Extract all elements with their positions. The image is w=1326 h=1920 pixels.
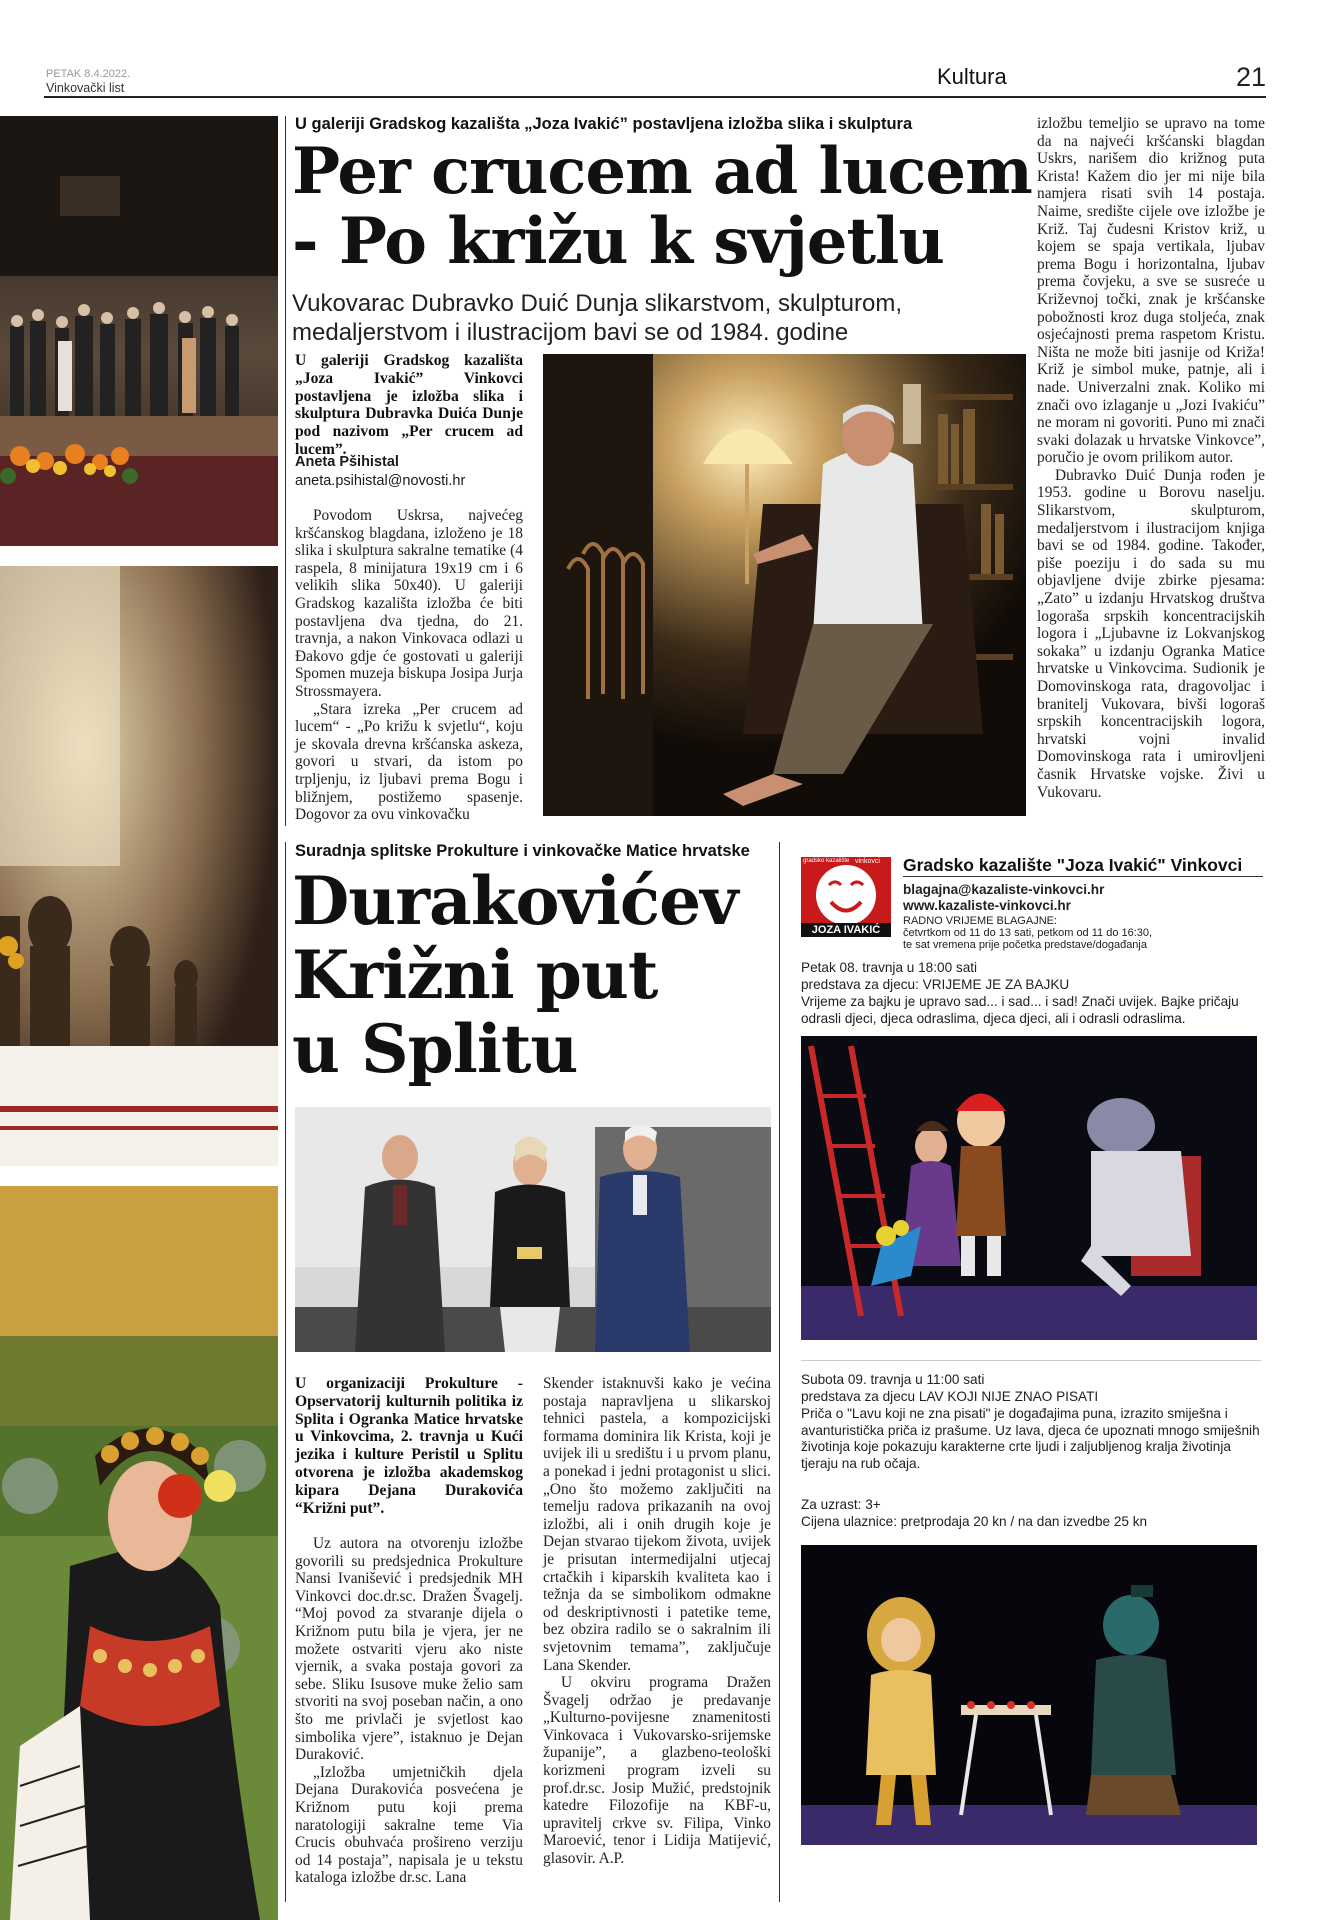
photo-stage-group — [0, 116, 278, 546]
section-title: Kultura — [937, 64, 1007, 89]
box-office-note: te sat vremena prije početka predstave/događanja — [903, 939, 1147, 951]
show1-title: predstava za djecu: VRIJEME JE ZA BAJKU — [801, 977, 1070, 992]
article2-title-line3: u Splitu — [292, 1010, 578, 1088]
photo-sculptures — [0, 566, 278, 1166]
article2-column1 — [295, 1535, 523, 1887]
article1-paragraph: Dubravko Duić Dunja rođen je 1953. godine u Borovu naselju. Slikarstvom, skulpturom, medaljerstvom i ilustracijom knjiga bavi se od 1984. godine. Također, piše poeziju i do sada su mu objavljene dvije zbirke pjesama: „Zato” u izdanju Hrvatskog društva logoraša srpskih koncentracijskih logora i „Ljubavne iz Lokvanjskog sokaka” u izdanju Ogranka Matice hrvatske u Vinkovcima. Sudionik je Domovinskoga rata, dragovoljac i branitelj Vukovara, bivši logoraš srpskih koncentracijskih logora, hrvatski vojni invalid Domovinskoga rata i umirovljeni časnik Hrvatske vojske. Živi u Vukovaru. — [1037, 466, 1265, 801]
page-number: 21 — [1236, 62, 1267, 92]
header-rule — [44, 96, 1266, 98]
theatre-logo — [801, 857, 891, 937]
article2-paragraph: Uz autora na otvorenju izložbe govorili su predsjednica Prokulture Nansi Ivanišević i predsjednik MH Vinkovci doc.dr.sc. Dražen Švagelj. “Moj povod za stvaranje dijela o Križnom putu bila je vjera, jer ne možete ostvariti vjeru ako niste vjernik, a svaka postaja govori za sebe. Sliku Isusove muke želio sam stvoriti na svoj poseban način, a ono što me privlači je svjetlost kao simbolika vjere”, istaknuo je Dejan Duraković. — [295, 1535, 523, 1764]
article2-kicker: Suradnja splitske Prokulture i vinkovačke Matice hrvatske — [295, 842, 750, 860]
article2-lead: U organizaciji Prokulture - Opservatorij kulturnih politika iz Splita i Ogranka Matice hrvatske u Vinkovcima, 2. travnja u Kući jezika i kulture Peristil u Splitu otvorena je izložba akademskog kipara Dejana Durakovića “Križni put”. — [295, 1375, 523, 1517]
article1-lead: U galeriji Gradskog kazališta „Joza Ivakić” Vinkovci postavljena je izložba slika i skulptura Dubravka Duića Dunje pod nazivom „Per crucem ad lucem”. — [295, 352, 523, 458]
article1-column1 — [295, 507, 523, 824]
article2-paragraph: U okviru programa Dražen Švagelj održao je predavanje „Kulturno-povijesne znamenitosti Vinkovaca i Vukovarsko-srijemske županije”, a glazbeno-teološki korizmeni program izveli su prof.dr.sc. Josip Mužić, predstojnik katedre Filozofije na KBF-u, upravitelj crkve sv. Filipa, Vinko Maroević, tenor i Lidija Matijević, glasovir. A.P. — [543, 1674, 771, 1868]
photo-folk-costume — [0, 1186, 278, 1920]
show1-date: Petak 08. travnja u 18:00 sati — [801, 960, 978, 975]
article1-kicker: U galeriji Gradskog kazališta „Joza Ivakić” postavljena izložba slika i skulptura — [295, 115, 913, 133]
theatre-logo-city: vinkovci — [855, 858, 880, 865]
box-office-title: RADNO VRIJEME BLAGAJNE: — [903, 915, 1058, 927]
show2-title: predstava za djecu LAV KOJI NIJE ZNAO PISATI — [801, 1389, 1099, 1404]
article1-paragraph: Povodom Uskrsa, najvećeg kršćanskog blagdana, izloženo je 18 slika i skulptura sakralne tematike (4 raspela, 8 minijatura 19x19 cm i 6 velikih slika 50x40). U galeriji Gradskog kazališta izložba će biti postavljena dva tjedna, do 21. travnja, a nakon Vinkovaca odlazi u Đakovo gdje će gostovati u galeriji Spomen muzeja biskupa Josipa Jurja Strossmayera. — [295, 507, 523, 700]
show2-description: Priča o "Lavu koji ne zna pisati" je događajima puna, izrazito smiješna i avanturistička priča iz prašume. Uz lava, djeca će upoznati mnogo smiješnih životinja koje pokazuju karakterne crte ljudi i zaljubljenog kralja životinja tjeraju na rub očaja. — [801, 1406, 1260, 1471]
column-divider — [285, 842, 286, 1902]
photo-show2 — [801, 1545, 1257, 1845]
photo-exhibition-opening — [295, 1107, 771, 1352]
photo-show1 — [801, 1036, 1257, 1340]
theatre-website[interactable]: www.kazaliste-vinkovci.hr — [903, 898, 1071, 913]
article2-column2 — [543, 1375, 771, 1868]
article2-paragraph: Skender istaknuvši kako je većina postaja napravljena u slikarskoj tehnici pastela, a kompozicijski formama dominira lik Krista, koji je uvijek ili u središtu i u prvom planu, a ponekad i jedni protagonist u slici. „Ono što možemo zaključiti na temelju radova prikazanih na ovoj izložbi, ali i onih drugih koje je Dejan stvarao tijekom života, uvijek je prisutan intermedijalni utjecaj crtačkih i kiparskih kvaliteta kao i težnja da se simbolikom odmakne od deskriptivnosti i patetike teme, bez obzira radilo se o sakralnim ili svjetovnim temama”, zaključuje Lana Skender. — [543, 1375, 771, 1674]
article1-email[interactable]: aneta.psihistal@novosti.hr — [295, 473, 466, 489]
photo-artist-portrait — [543, 354, 1026, 816]
article1-title-line1: Per crucem ad lucem — [292, 134, 1032, 209]
show1-description: Vrijeme za bajku je upravo sad... i sad... i sad! Znači uvijek. Bajke pričaju odrasli djeci, djeca odraslima, djeca djeci, ali i odrasli odraslima. — [801, 994, 1239, 1026]
theatre-divider — [801, 1360, 1261, 1361]
article2-title-line1: Durakovićev — [292, 862, 738, 940]
article1-subtitle: Vukovarac Dubravko Duić Dunja slikarstvom, skulpturom, medaljerstvom i ilustracijom bavi se od 1984. godine — [292, 290, 902, 346]
theatre-email[interactable]: blagajna@kazaliste-vinkovci.hr — [903, 882, 1105, 897]
newspaper-name: Vinkovački list — [46, 81, 125, 95]
article1-column3 — [1037, 115, 1265, 801]
article2-paragraph: „Izložba umjetničkih djela Dejana Durakovića posvećena je Križnom putu koji prema naratologiji sakralne teme Via Crucis obuhvaća prošireno verziju od 14 postaja”, napisala je u tekstu kataloga izložbe dr.sc. Lana — [295, 1763, 523, 1887]
column-divider — [285, 116, 286, 826]
column-divider — [779, 842, 780, 1902]
article1-paragraph: „Stara izreka „Per crucem ad lucem“ - „Po križu k svjetlu“, koju je skovala drevna kršćanska askeza, govori u stvari, da istom po trpljenju, iz ljubavi prema Bogu i bližnjem, postižemo spasenje. Dogovor za ovu vinkovačku — [295, 700, 523, 824]
theatre-logo-name: JOZA IVAKIĆ — [811, 924, 881, 936]
show2-price: Cijena ulaznice: pretprodaja 20 kn / na dan izvedbe 25 kn — [801, 1514, 1148, 1529]
theatre-name: Gradsko kazalište "Joza Ivakić" Vinkovci — [903, 855, 1243, 875]
theatre-logo-top: gradsko kazalište — [803, 858, 850, 864]
article1-title-line2: - Po križu k svjetlu — [292, 204, 944, 279]
box-office-hours: četvrtkom od 11 do 13 sati, petkom od 11 do 16:30, — [903, 927, 1153, 939]
show2-age: Za uzrast: 3+ — [801, 1497, 881, 1512]
issue-date: PETAK 8.4.2022. — [46, 68, 131, 80]
article1-paragraph: izložbu temeljio se upravo na tome da na najveći kršćanski blagdan Uskrs, narišem dio križnog puta Krista! Kažem dio jer mi nije bila namjera risati svih 14 postaja. Naime, središte cijele ove izložbe je Križ. Taj čudesni Kristov križ, u kojem se spaja vertikala, ljubav prema Bogu i horizontalna, ljubav prema čovjeku, a sve se susreće u Križevnoj točki, znak je kršćanske pobožnosti kroz duga stoljeća, znak osjećajnosti prema raspetom Kristu. Ništa ne može biti jasnije od Križa! Križ je simbol muke, patnje, ali i nade. Univerzalni znak. Koliko mi znači ovo izlaganje u „Jozi Ivakiću” ne moram ni govoriti. Puno mi znači svaki dolazak u hrvatske Vinkovce”, poručio je ovom prilikom autor. — [1037, 115, 1265, 467]
article2-title-line2: Križni put — [292, 936, 658, 1014]
theatre-name-rule — [903, 876, 1263, 877]
show2-date: Subota 09. travnja u 11:00 sati — [801, 1372, 985, 1387]
article1-author: Aneta Pšihistal — [295, 454, 399, 470]
